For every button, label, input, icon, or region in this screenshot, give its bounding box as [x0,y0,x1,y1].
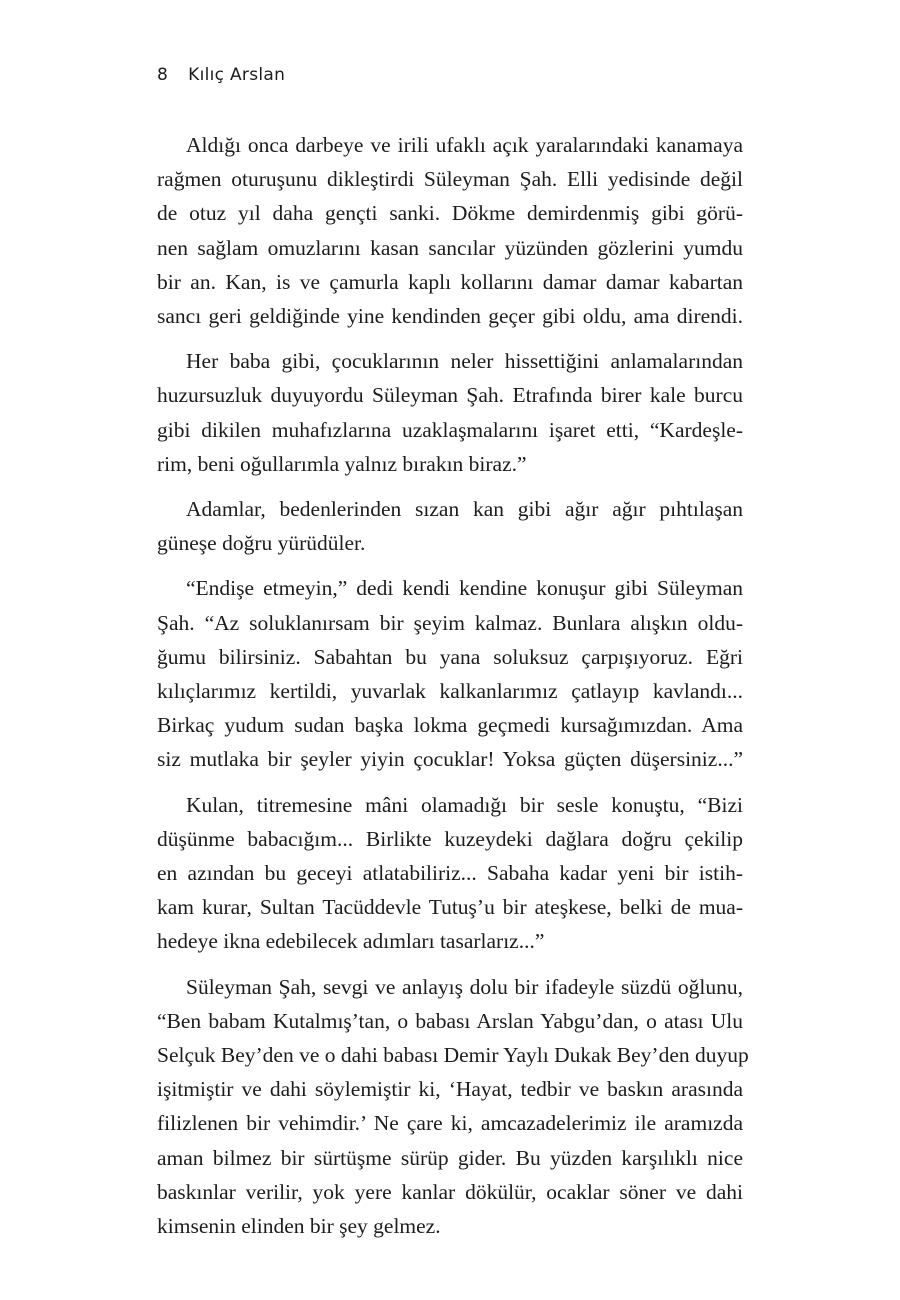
text-line: en azından bu geceyi atlatabiliriz... Sabaha kadar yeni bir istih- [157,861,743,886]
paragraph [157,970,749,1244]
text-line: siz mutlaka bir şeyler yiyin çocuklar! Yoksa güçten düşersiniz...” [157,747,743,772]
text-line: Adamlar, bedenlerinden sızan kan gibi ağır ağır pıhtılaşan [186,497,743,522]
running-title: Kılıç Arslan [188,65,286,85]
text-line: Süleyman Şah, sevgi ve anlayış dolu bir ifadeyle süzdü oğlunu, [186,974,743,999]
text-line: Selçuk Bey’den ve o dahi babası Demir Yaylı Dukak Bey’den duyup [157,1043,749,1068]
text-line: Şah. “Az soluklanırsam bir şeyim kalmaz. Bunlara alışkın oldu- [157,610,743,635]
text-line: rim, beni oğullarımla yalnız bırakın biraz.” [157,451,527,476]
text-line: ğumu bilirsiniz. Sabahtan bu yana soluksuz çarpışıyoruz. Eğri [157,644,743,669]
page-body [157,128,749,1254]
text-line: nen sağlam omuzlarını kasan sancılar yüzünden gözlerini yumdu [157,235,743,260]
paragraph [157,344,743,481]
text-line: Aldığı onca darbeye ve irili ufaklı açık yaralarındaki kanamaya [186,133,743,157]
text-line: bir an. Kan, is ve çamurla kaplı kollarını damar damar kabartan [157,269,743,294]
paragraph [157,788,743,959]
text-line: rağmen oturuşunu dikleştirdi Süleyman Şah. Elli yedisinde değil [157,167,743,192]
text-line: güneşe doğru yürüdüler. [157,531,366,556]
text-line: de otuz yıl daha gençti sanki. Dökme demirdenmiş gibi görü- [157,201,743,226]
text-line: kimsenin elinden bir şey gelmez. [157,1214,441,1239]
page-header [157,62,285,88]
text-line: baskınlar verilir, yok yere kanlar dökülür, ocaklar söner ve dahi [157,1179,743,1204]
text-line: “Ben babam Kutalmış’tan, o babası Arslan Yabgu’dan, o atası Ulu [157,1008,743,1033]
text-line: “Endişe etmeyin,” dedi kendi kendine konuşur gibi Süleyman [186,576,743,601]
text-line: kılıçlarımız kertildi, yuvarlak kalkanlarımız çatlayıp kavlandı... [157,679,743,704]
text-line: düşünme babacığım... Birlikte kuzeydeki dağlara doğru çekilip [157,826,743,851]
text-line: Birkaç yudum sudan başka lokma geçmedi kursağımızdan. Ama [157,713,743,738]
text-line: huzursuzluk duyuyordu Süleyman Şah. Etrafında birer kale burcu [157,383,743,408]
text-line: kam kurar, Sultan Tacüddevle Tutuş’u bir ateşkese, belki de mua- [157,895,743,920]
paragraph [157,492,743,560]
text-line: Her baba gibi, çocuklarının neler hissettiğini anlamalarından [186,349,743,374]
text-line: filizlenen bir vehimdir.’ Ne çare ki, amcazadelerimiz ile aramızda [157,1111,743,1136]
text-line: hedeye ikna edebilecek adımları tasarlarız...” [157,929,545,954]
text-line: sancı geri geldiğinde yine kendinden geçer gibi oldu, ama direndi. [157,304,743,329]
text-line: işitmiştir ve dahi söylemiştir ki, ‘Hayat, tedbir ve baskın arasında [157,1077,743,1102]
text-line: aman bilmez bir sürtüşme sürüp gider. Bu yüzden karşılıklı nice [157,1145,743,1170]
page-number: 8 [157,65,169,85]
text-line: gibi dikilen muhafızlarına uzaklaşmalarını işaret etti, “Kardeşle- [157,417,743,442]
paragraph [157,128,743,333]
paragraph [157,571,743,776]
text-line: Kulan, titremesine mâni olamadığı bir sesle konuştu, “Bizi [186,792,743,817]
